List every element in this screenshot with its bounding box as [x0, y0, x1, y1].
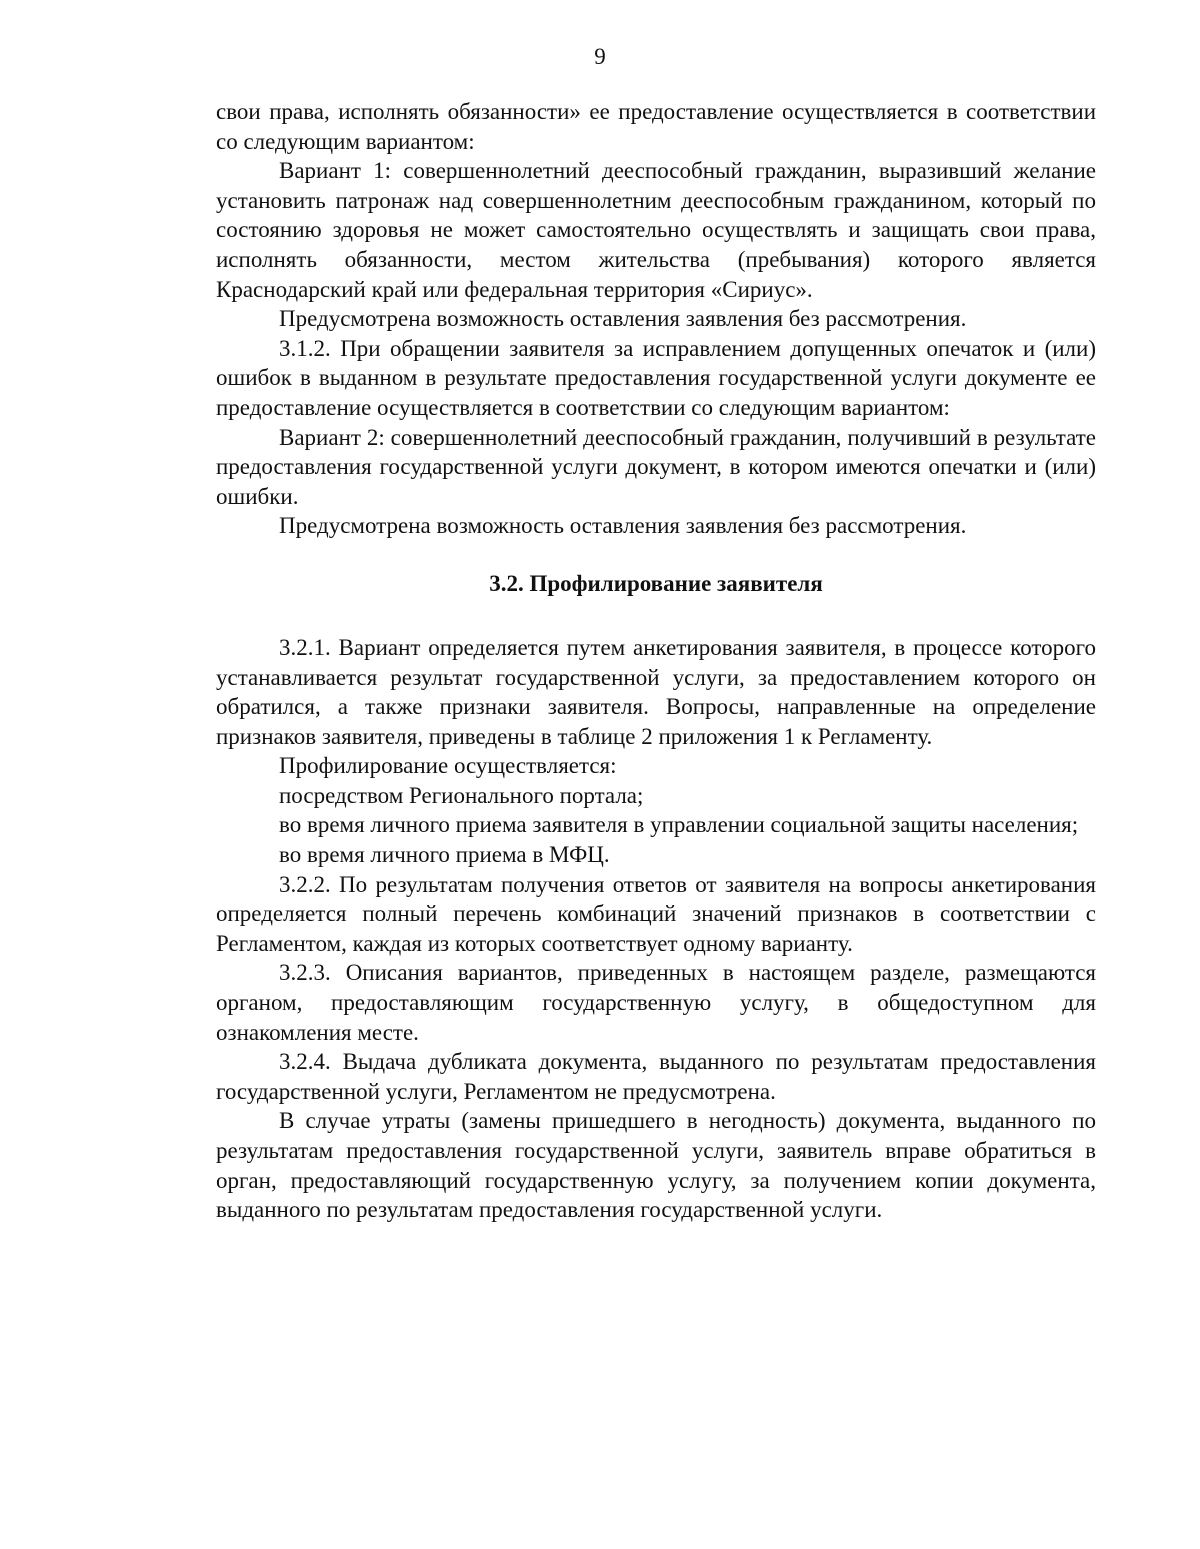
paragraph: В случае утраты (замены пришедшего в негодность) документа, выданного по результатам предоставления государственной услуги, заявитель вправе обратиться в орган, предоставляющий государственную услугу, за получением копии документа, выданного по результатам предоставления государственной услуги. — [216, 1108, 1096, 1223]
document-body — [216, 97, 1096, 1225]
paragraph: Вариант 1: совершеннолетний дееспособный гражданин, выразивший желание установить патронаж над совершеннолетним дееспособным гражданином, который по состоянию здоровья не может самостоятельно осуществлять и защищать свои права, исполнять обязанности, местом жительства (пребывания) которого является Краснодарский край или федеральная территория «Сириус». — [216, 158, 1096, 302]
paragraph: свои права, исполнять обязанности» ее предоставление осуществляется в соответствии со следующим вариантом: — [216, 99, 1096, 154]
paragraph: 3.2.1. Вариант определяется путем анкетирования заявителя, в процессе которого устанавливается результат государственной услуги, за предоставлением которого он обратился, а также признаки заявителя. Вопросы, направленные на определение признаков заявителя, приведены в таблице 2 приложения 1 к Регламенту. — [216, 634, 1096, 749]
list-item: посредством Регионального портала; — [279, 782, 644, 808]
paragraph: Предусмотрена возможность оставления заявления без рассмотрения. — [279, 306, 967, 332]
paragraph: Вариант 2: совершеннолетний дееспособный гражданин, получивший в результате предоставления государственной услуги документ, в котором имеются опечатки и (или) ошибки. — [216, 424, 1096, 509]
paragraph: 3.2.4. Выдача дубликата документа, выданного по результатам предоставления государственной услуги, Регламентом не предусмотрена. — [216, 1049, 1096, 1104]
section-heading: 3.2. Профилирование заявителя — [489, 570, 823, 596]
paragraph: 3.1.2. При обращении заявителя за исправлением допущенных опечаток и (или) ошибок в выданном в результате предоставления государственной услуги документе ее предоставление осуществляется в соответствии со следующим вариантом: — [216, 335, 1096, 420]
page-number: 9 — [594, 44, 606, 69]
paragraph: 3.2.2. По результатам получения ответов от заявителя на вопросы анкетирования определяется полный перечень комбинаций значений признаков в соответствии с Регламентом, каждая из которых соответствует одному варианту. — [216, 871, 1096, 956]
paragraph: Профилирование осуществляется: — [279, 753, 617, 779]
paragraph: 3.2.3. Описания вариантов, приведенных в настоящем разделе, размещаются органом, предоставляющим государственную услугу, в общедоступном для ознакомления месте. — [216, 960, 1096, 1045]
paragraph: Предусмотрена возможность оставления заявления без рассмотрения. — [279, 513, 967, 539]
list-item: во время личного приема заявителя в управлении социальной защиты населения; — [279, 812, 1079, 838]
list-item: во время личного приема в МФЦ. — [279, 842, 610, 868]
